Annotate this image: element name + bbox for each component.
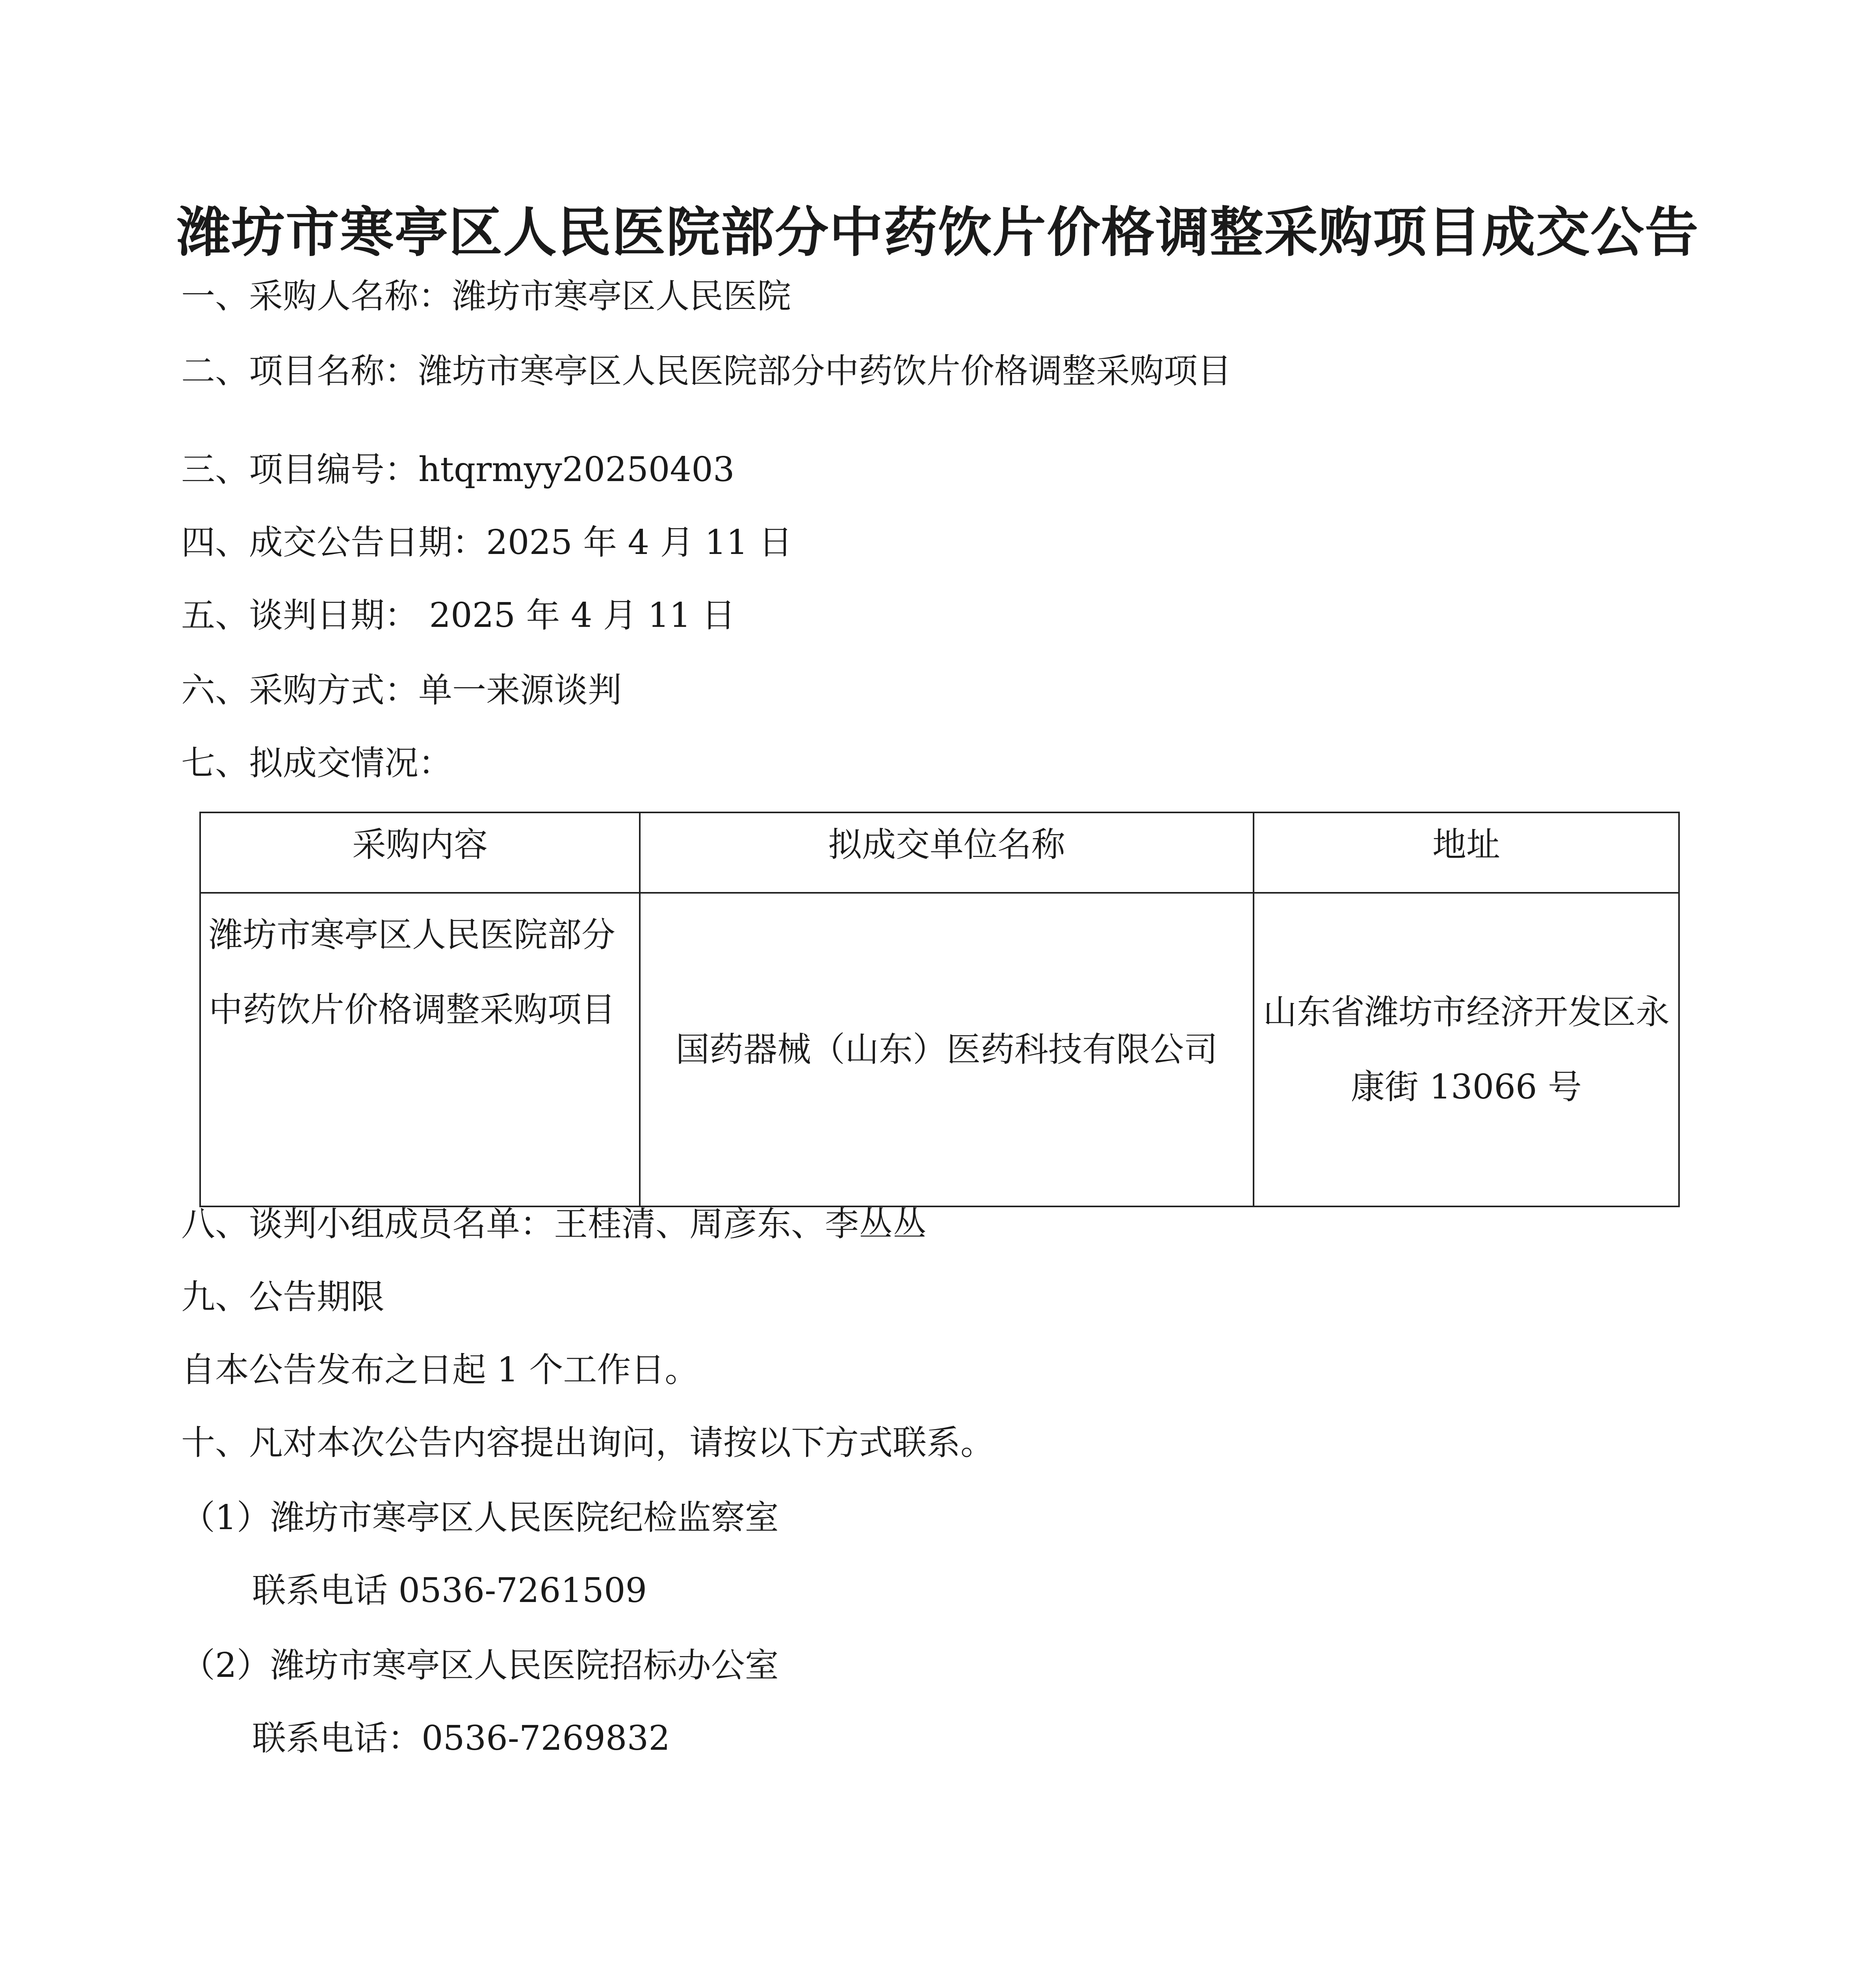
procurement-method-line: 六、采购方式：单一来源谈判 — [181, 671, 622, 710]
cell-content: 潍坊市寒亭区人民医院部分中药饮片价格调整采购项目 — [200, 893, 640, 1206]
contact-2-phone: 联系电话：0536-7269832 — [252, 1719, 670, 1758]
cell-supplier: 国药器械（山东）医药科技有限公司 — [640, 893, 1254, 1206]
award-date-line: 四、成交公告日期：2025 年 4 月 11 日 — [181, 523, 793, 562]
award-table — [199, 812, 1680, 1207]
contact-1-name: （1）潍坊市寒亭区人民医院纪检监察室 — [181, 1498, 779, 1537]
page-title: 潍坊市寒亭区人民医院部分中药饮片价格调整采购项目成交公告 — [177, 201, 1699, 264]
table-header-row — [200, 812, 1679, 893]
contact-1-phone: 联系电话 0536-7261509 — [252, 1571, 647, 1610]
contact-2-name: （2）潍坊市寒亭区人民医院招标办公室 — [181, 1646, 779, 1685]
cell-address: 山东省潍坊市经济开发区永康街 13066 号 — [1254, 893, 1679, 1206]
negotiation-date-line: 五、谈判日期： 2025 年 4 月 11 日 — [181, 596, 736, 635]
project-name-line: 二、项目名称：潍坊市寒亭区人民医院部分中药饮片价格调整采购项目 — [181, 351, 1231, 391]
header-content: 采购内容 — [200, 812, 640, 893]
contact-heading: 十、凡对本次公告内容提出询问，请按以下方式联系。 — [181, 1423, 994, 1463]
header-address: 地址 — [1254, 812, 1679, 893]
project-number-line: 三、项目编号：htqrmyy20250403 — [181, 450, 735, 489]
table-row — [200, 893, 1679, 1206]
period-heading: 九、公告期限 — [181, 1277, 384, 1317]
purchaser-line: 一、采购人名称：潍坊市寒亭区人民医院 — [181, 277, 791, 316]
header-supplier: 拟成交单位名称 — [640, 812, 1254, 893]
award-heading: 七、拟成交情况： — [181, 743, 452, 783]
panel-members-line: 八、谈判小组成员名单：王桂清、周彦东、李丛丛 — [181, 1204, 927, 1244]
period-text: 自本公告发布之日起 1 个工作日。 — [181, 1350, 699, 1390]
